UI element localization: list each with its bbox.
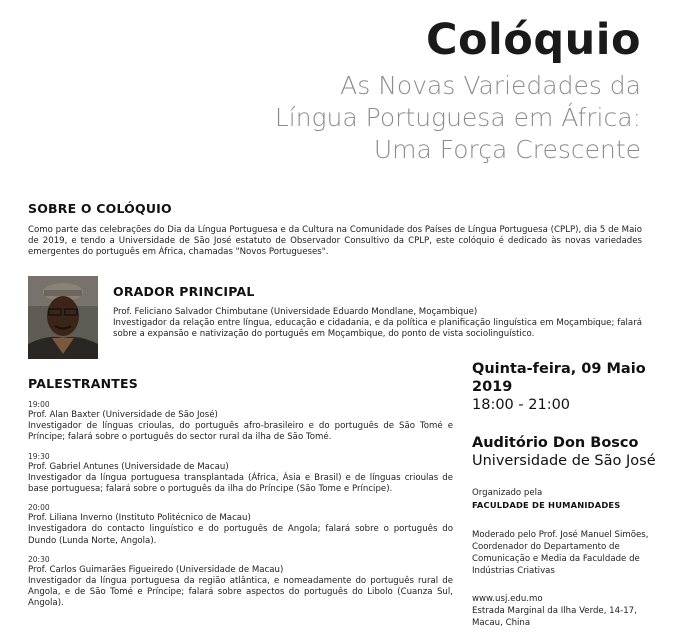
event-time: 18:00 - 21:00 <box>472 397 571 413</box>
list-item <box>28 452 453 496</box>
speaker-time: 20:30 <box>28 554 50 564</box>
speaker-photo <box>28 276 98 359</box>
speaker-time: 19:00 <box>28 400 50 409</box>
speaker-name: Prof. Gabriel Antunes (Universidade de Macau) <box>28 461 229 472</box>
speaker-description: Investigador de línguas crioulas, do português afro-brasileiro e do português de São Tomé e Príncipe; falará sobre o português do sector rural da ilha de São Tomé. <box>28 421 453 443</box>
speaker-name: Prof. Alan Baxter (Universidade de São José) <box>28 410 218 420</box>
keynote-heading: ORADOR PRINCIPAL <box>113 284 255 299</box>
event-venue: Auditório Don Bosco <box>472 435 639 451</box>
page-title: Colóquio <box>425 15 641 65</box>
about-text: Como parte das celebrações do Dia da Língua Portuguesa e da Cultura na Comunidade dos Países de Língua Portuguesa (CPLP), dia 5 de Maio de 2019, e tendo a Universidade de São José estatuto de Observador Consultivo da CPLP, este colóquio é dedicado às novas variedades emergentes do português em África, chamadas "Novos Portugueses". <box>28 225 642 258</box>
speakers-list <box>28 400 453 618</box>
address-line: Estrada Marginal da Ilha Verde, 14-17, <box>472 606 637 616</box>
speaker-name: Prof. Liliana Inverno (Instituto Politécnico de Macau) <box>28 513 251 524</box>
keynote-info <box>113 307 642 341</box>
event-details <box>472 360 672 629</box>
keynote-name: Prof. Feliciano Salvador Chimbutane (Universidade Eduardo Mondlane, Moçambique) <box>113 307 478 317</box>
website-link[interactable]: www.usj.edu.mo <box>472 594 543 604</box>
speaker-time: 20:00 <box>28 503 50 513</box>
speaker-portrait-image <box>28 276 98 359</box>
about-heading: SOBRE O COLÓQUIO <box>28 201 172 216</box>
subtitle-line: Língua Portuguesa em África: <box>274 103 641 132</box>
list-item <box>28 400 453 444</box>
speaker-name: Prof. Carlos Guimarães Figueiredo (Universidade de Macau) <box>28 564 284 575</box>
address-line: Macau, China <box>472 618 531 628</box>
event-date: Quinta-feira, 09 Maio 2019 <box>472 361 646 395</box>
subtitle-line: As Novas Variedades da <box>340 71 641 100</box>
organized-label: Organizado pela <box>472 488 543 498</box>
keynote-description: Investigador da relação entre língua, educação e cidadania, e da política e planificação linguística em Moçambique; falará sobre a expansão e nativização do português em Moçambique, do ponto de vista sociolinguístico. <box>113 318 642 340</box>
moderator-info: Moderado pelo Prof. José Manuel Simões, Coordenador do Departamento de Comunicação e Media da Faculdade de Indústrias Criativas <box>472 530 649 576</box>
list-item <box>28 503 453 547</box>
organizer-name: FACULDADE DE HUMANIDADES <box>472 500 621 510</box>
page-subtitle <box>221 70 641 166</box>
speaker-description: Investigador da língua portuguesa da região atlântica, e nomeadamente do português rural de Angola, e de São Tomé e Príncipe; falará sobre aspectos do português do Libolo (Cuanza Sul, Angola). <box>28 576 453 609</box>
speaker-time: 19:30 <box>28 451 50 461</box>
speaker-description: Investigador da língua portuguesa transplantada (África, Ásia e Brasil) e de línguas crioulas de base portuguesa; falará sobre o português da ilha do Príncipe (São Tome e Príncipe). <box>28 472 453 495</box>
list-item <box>28 555 453 610</box>
speaker-description: Investigadora do contacto linguístico e do português de Angola; falará sobre o português do Dundo (Lunda Norte, Angola). <box>28 524 453 546</box>
event-institution: Universidade de São José <box>472 453 656 469</box>
speakers-heading: PALESTRANTES <box>28 376 138 391</box>
subtitle-line: Uma Força Crescente <box>373 135 641 164</box>
